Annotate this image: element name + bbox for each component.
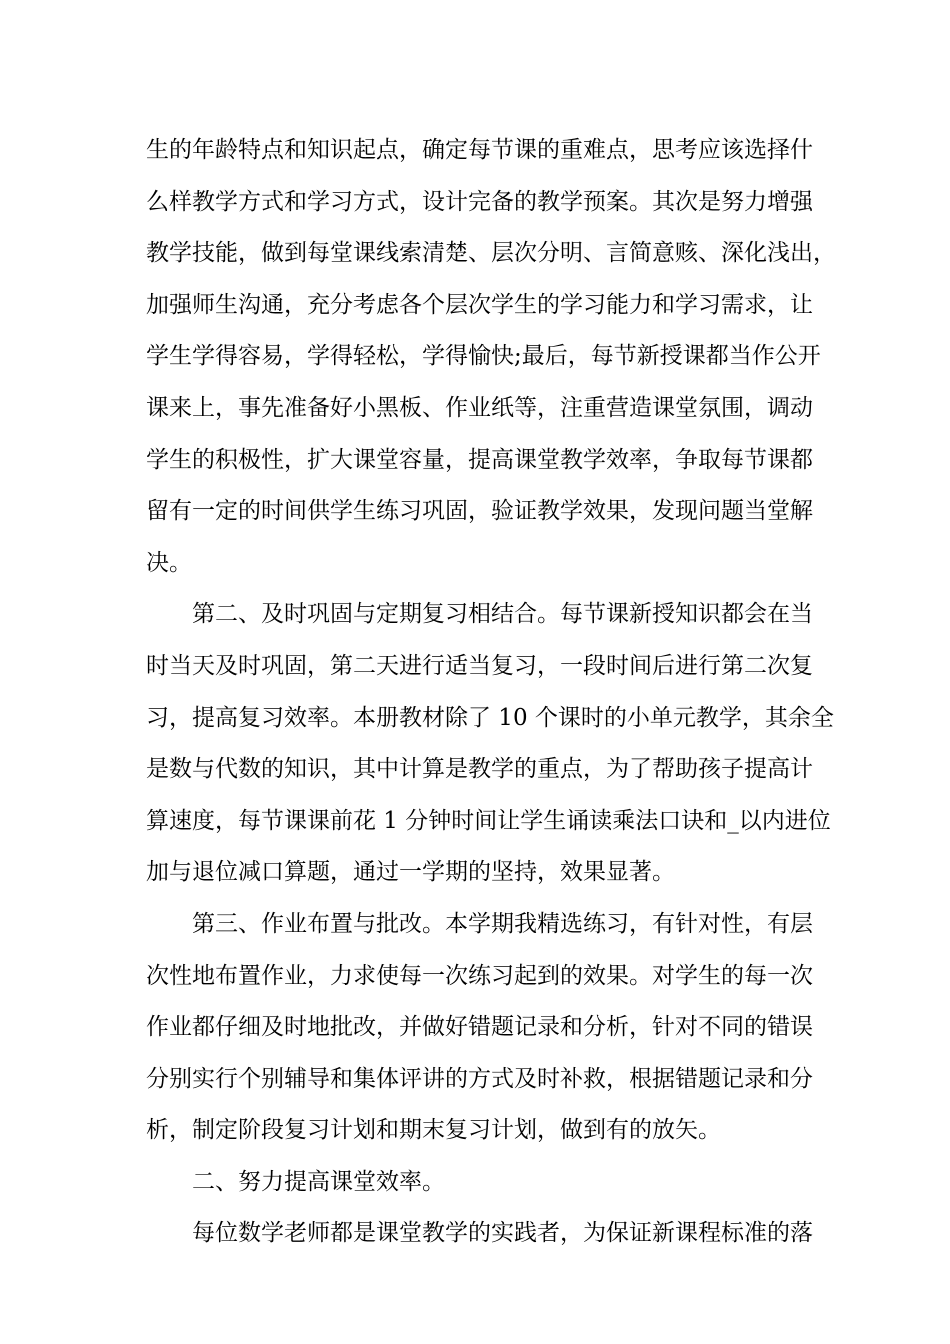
paragraph-first-line: 每位数学老师都是课堂教学的实践者，为保证新课程标准的落 <box>192 1220 813 1247</box>
text-line: 分别实行个别辅导和集体评讲的方式及时补救，根据错题记录和分 <box>146 1065 813 1092</box>
text-line: 习，提高复习效率。本册教材除了 10 个课时的小单元教学，其余全 <box>146 704 834 731</box>
text-line: 是数与代数的知识，其中计算是教学的重点，为了帮助孩子提高计 <box>146 756 813 783</box>
text-line: 留有一定的时间供学生练习巩固，验证教学效果，发现问题当堂解 <box>146 498 813 525</box>
text-line: 析，制定阶段复习计划和期末复习计划，做到有的放矢。 <box>146 1117 721 1144</box>
text-line: 算速度，每节课课前花 1 分钟时间让学生诵读乘法口诀和_以内进位 <box>146 807 831 834</box>
text-line: 加与退位减口算题，通过一学期的坚持，效果显著。 <box>146 859 675 886</box>
text-line: 教学技能，做到每堂课线索清楚、层次分明、言简意赅、深化浅出， <box>146 240 836 267</box>
document-body <box>146 125 836 1260</box>
section-heading: 二、努力提高课堂效率。 <box>192 1168 445 1195</box>
text-line: 学生学得容易，学得轻松，学得愉快;最后，每节新授课都当作公开 <box>146 343 821 370</box>
paragraph-first-line: 第二、及时巩固与定期复习相结合。每节课新授知识都会在当 <box>192 601 813 628</box>
text-line: 生的年龄特点和知识起点，确定每节课的重难点，思考应该选择什 <box>146 137 813 163</box>
text-line: 课来上，事先准备好小黑板、作业纸等，注重营造课堂氛围，调动 <box>146 394 813 421</box>
text-line: 么样教学方式和学习方式，设计完备的教学预案。其次是努力增强 <box>146 188 813 215</box>
text-line: 作业都仔细及时地批改，并做好错题记录和分析，针对不同的错误 <box>146 1014 813 1041</box>
text-line: 加强师生沟通，充分考虑各个层次学生的学习能力和学习需求，让 <box>146 291 813 318</box>
text-line: 次性地布置作业，力求使每一次练习起到的效果。对学生的每一次 <box>146 962 813 989</box>
text-line: 学生的积极性，扩大课堂容量，提高课堂教学效率，争取每节课都 <box>146 446 813 473</box>
text-line: 决。 <box>146 549 192 576</box>
paragraph-first-line: 第三、作业布置与批改。本学期我精选练习，有针对性，有层 <box>192 910 813 937</box>
text-line: 时当天及时巩固，第二天进行适当复习，一段时间后进行第二次复 <box>146 652 813 679</box>
